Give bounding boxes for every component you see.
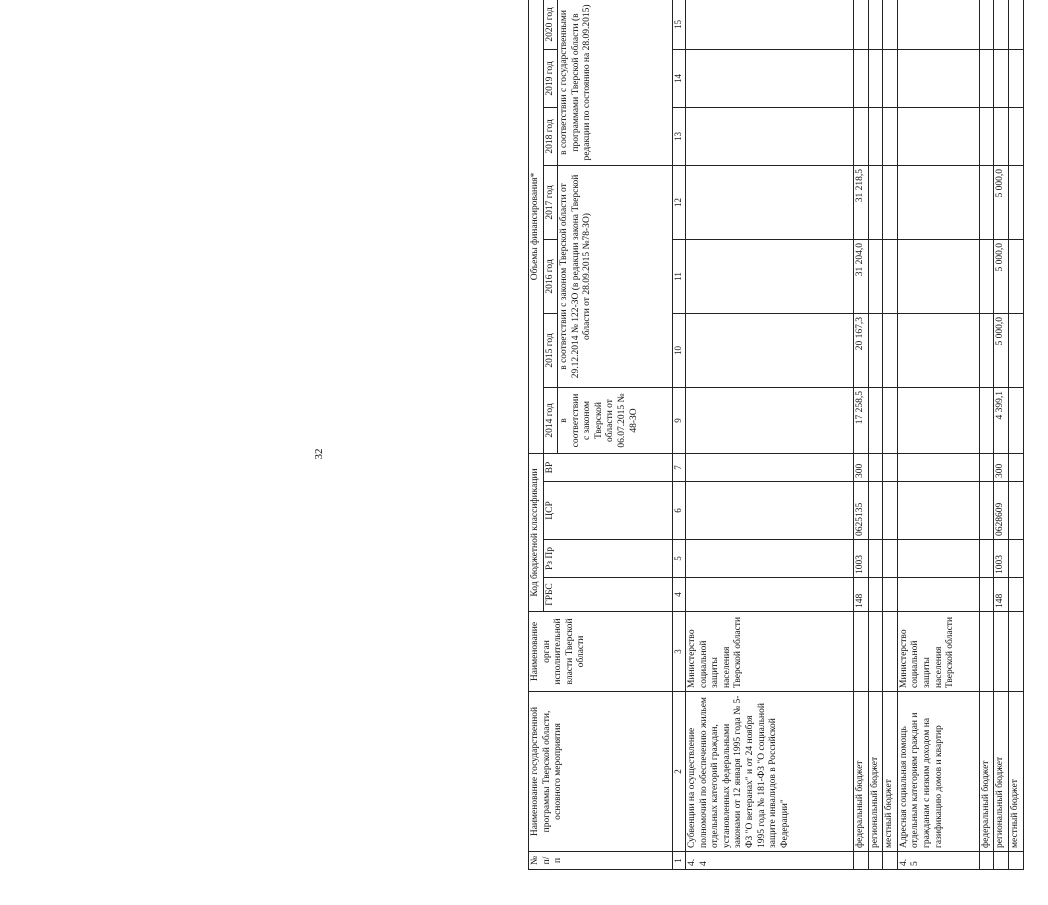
header-vr: ВР bbox=[543, 453, 673, 481]
budget-table bbox=[528, 0, 1024, 870]
row-name: Субвенции на осуществление полномочий по обеспечению жильем отдельных категорий граждан, установленных федеральными законами от 12 января 1995 года № 5-ФЗ "О ветеранах" и от 24 ноября 1995 года № 181-ФЗ "О социальной защите инвалидов в Российской Федерации" bbox=[686, 692, 854, 852]
table-row bbox=[854, 0, 869, 870]
row-number: 4.4 bbox=[686, 852, 854, 870]
header-year-2014: 2014 год bbox=[543, 387, 558, 453]
amount-2017: 5 000,0 bbox=[994, 165, 1009, 239]
header-year-2019: 2019 год bbox=[543, 49, 558, 107]
table-row bbox=[897, 0, 979, 870]
budget-label: федеральный бюджет bbox=[854, 692, 869, 852]
col-number: 5 bbox=[673, 540, 686, 578]
amount-2017: 31 218,5 bbox=[854, 165, 869, 239]
budget-label: федеральный бюджет bbox=[979, 692, 994, 852]
amount-2015: 20 167,3 bbox=[854, 313, 869, 387]
vr-value: 300 bbox=[854, 453, 869, 481]
amount-2015: 5 000,0 bbox=[994, 313, 1009, 387]
col-number: 6 bbox=[673, 482, 686, 540]
header-year-2020: 2020 год bbox=[543, 0, 558, 49]
col-number: 12 bbox=[673, 165, 686, 239]
budget-label: местный бюджет bbox=[883, 692, 898, 852]
vr-value: 300 bbox=[994, 453, 1009, 481]
note-2014: в соответствии с законом Тверской области от 06.07.2015 № 48-ЗО bbox=[558, 387, 673, 453]
header-grbs: ГРБС bbox=[543, 578, 673, 612]
table-row bbox=[686, 0, 854, 870]
budget-label: местный бюджет bbox=[1009, 692, 1024, 852]
csr-value: 0628609 bbox=[994, 482, 1009, 540]
header-name: Наименование государственной программы Тверской области, основного мероприятия bbox=[529, 692, 673, 852]
table-row bbox=[1009, 0, 1024, 870]
budget-table-sheet bbox=[528, 0, 1048, 870]
row-name: Адресная социальная помощь отдельным категориям граждан и гражданам с низким доходом на газификацию домов и квартир bbox=[897, 692, 979, 852]
amount-2014: 4 399,1 bbox=[994, 387, 1009, 453]
header-year-2017: 2017 год bbox=[543, 165, 558, 239]
col-number: 9 bbox=[673, 387, 686, 453]
budget-label: региональный бюджет bbox=[868, 692, 883, 852]
header-financing: Объемы финансирования* bbox=[529, 0, 544, 453]
header-year-2016: 2016 год bbox=[543, 239, 558, 313]
row-org: Министерство социальной защиты населения Тверской области bbox=[897, 612, 979, 692]
row-number: 4.5 bbox=[897, 852, 979, 870]
csr-value: 0625135 bbox=[854, 482, 869, 540]
col-number: 1 bbox=[673, 852, 686, 870]
header-org: Наименование орган исполнительной власти Тверской области bbox=[529, 612, 673, 692]
col-number: 3 bbox=[673, 612, 686, 692]
page-number: 32 bbox=[313, 448, 325, 460]
note-2015-2017: в соответствии с законом Тверской области от 29.12.2014 № 122-ЗО (в редакции закона Тверской области от 28.09.2015 №78-ЗО) bbox=[558, 165, 673, 387]
column-number-row bbox=[673, 0, 686, 870]
amount-2016: 31 204,0 bbox=[854, 239, 869, 313]
col-number: 15 bbox=[673, 0, 686, 49]
col-number: 7 bbox=[673, 453, 686, 481]
header-num: № п/п bbox=[529, 852, 673, 870]
col-number: 4 bbox=[673, 578, 686, 612]
grbs-value: 148 bbox=[994, 578, 1009, 612]
grbs-value: 148 bbox=[854, 578, 869, 612]
budget-label: региональный бюджет bbox=[994, 692, 1009, 852]
col-number: 11 bbox=[673, 239, 686, 313]
amount-2014: 17 258,5 bbox=[854, 387, 869, 453]
header-budget-code: Код бюджетной классификации bbox=[529, 453, 544, 611]
table-row bbox=[979, 0, 994, 870]
col-number: 10 bbox=[673, 313, 686, 387]
table-row bbox=[868, 0, 883, 870]
header-csr: ЦСР bbox=[543, 482, 673, 540]
row-org: Министерство социальной защиты населения Тверской области bbox=[686, 612, 854, 692]
rzpr-value: 1003 bbox=[854, 540, 869, 578]
header-rzpr: Рз Пр bbox=[543, 540, 673, 578]
header-row-1 bbox=[529, 0, 544, 870]
table-row bbox=[883, 0, 898, 870]
rzpr-value: 1003 bbox=[994, 540, 1009, 578]
amount-2016: 5 000,0 bbox=[994, 239, 1009, 313]
col-number: 13 bbox=[673, 107, 686, 165]
header-year-2015: 2015 год bbox=[543, 313, 558, 387]
col-number: 14 bbox=[673, 49, 686, 107]
col-number: 2 bbox=[673, 692, 686, 852]
header-year-2018: 2018 год bbox=[543, 107, 558, 165]
note-2018-2020: в соответствии с государственными программами Тверской области (в редакции по состоянию на 28.09.2015) bbox=[558, 0, 673, 165]
table-row bbox=[994, 0, 1009, 870]
